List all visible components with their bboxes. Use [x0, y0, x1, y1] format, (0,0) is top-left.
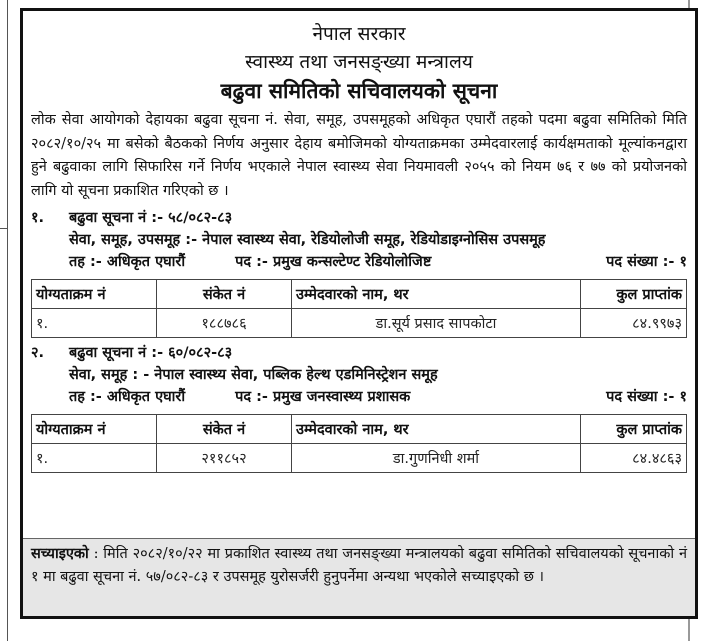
table-row	[32, 309, 687, 338]
level: तह :- अधिकृत एघारौं	[69, 254, 186, 270]
correction-text: : मिति २०८२/१०/२२ मा प्रकाशित स्वास्थ्य तथा जनसङ्ख्या मन्त्रालयको बढुवा समितिको सचिवालयको सूचनाको नं १ मा बढुवा सूचना नं. ५७/०८२-८३ र उपसमूह युरोसर्जरी हुनुपर्नेमा अन्यथा भएकोले सच्याइएको छ ।	[31, 546, 687, 585]
govt-title: नेपाल सरकार	[312, 23, 406, 45]
notice-title: बढुवा समितिको सचिवालयको सूचना	[220, 79, 498, 103]
col-code: संकेत नं	[157, 280, 292, 309]
col-name: उम्मेदवारको नाम, थर	[292, 415, 581, 444]
code-cell: १८८७८६	[157, 309, 292, 338]
col-name: उम्मेदवारको नाम, थर	[292, 280, 581, 309]
page-edge-tick	[0, 228, 8, 229]
notice-header	[23, 21, 695, 105]
notice-number: बढुवा सूचना नं :- ५८/०८२-८३	[69, 210, 233, 226]
post: पद :- प्रमुख जनस्वास्थ्य प्रशासक	[235, 389, 411, 405]
intro-paragraph: लोक सेवा आयोगको देहायका बढुवा सूचना नं. सेवा, समूह, उपसमूहको अधिकृत एघारौं तहको पदमा बढुवा समितिको मिति २०८२/१०/२५ मा बसेको बैठकको निर्णय अनुसार देहाय बमोजिमको योग्यताक्रमका उम्मेदवारलाई कार्यक्षमताको मूल्यांकनद्वारा हुने बढुवाका लागि सिफारिस गर्ने निर्णय भएकाले नेपाल स्वास्थ्य सेवा नियमावली २०५५ को नियम ७६ र ७७ को प्रयोजनको लागि यो सूचना प्रकाशित गरिएको छ ।	[31, 112, 687, 199]
table-header-row	[32, 280, 687, 309]
ministry-title: स्वास्थ्य तथा जनसङ्ख्या मन्त्रालय	[245, 51, 473, 73]
score-cell: ८४.९९७३	[581, 309, 687, 338]
table-row	[32, 444, 687, 473]
result-table-1	[31, 279, 687, 338]
post-count: पद संख्या :- १	[606, 389, 687, 405]
col-score: कुल प्राप्तांक	[581, 415, 687, 444]
correction-label: सच्याइएको	[31, 546, 89, 562]
correction-note	[23, 538, 695, 616]
col-rank: योग्यताक्रम नं	[32, 280, 157, 309]
post: पद :- प्रमुख कन्सल्टेण्ट रेडियोलोजिष्ट	[235, 254, 432, 270]
section-number: २.	[31, 345, 45, 361]
table-header-row	[32, 415, 687, 444]
level: तह :- अधिकृत एघारौं	[69, 389, 186, 405]
service-group: सेवा, समूह : - नेपाल स्वास्थ्य सेवा, पब्लिक हेल्थ एडमिनिस्ट्रेशन समूह	[69, 367, 438, 383]
rank-cell: १.	[32, 309, 157, 338]
code-cell: २११८५२	[157, 444, 292, 473]
service-group: सेवा, समूह, उपसमूह :- नेपाल स्वास्थ्य सेवा, रेडियोलोजी समूह, रेडियोडाइग्नोसिस उपसमूह	[69, 232, 546, 248]
score-cell: ८४.४८६३	[581, 444, 687, 473]
col-rank: योग्यताक्रम नं	[32, 415, 157, 444]
section-number: १.	[31, 210, 45, 226]
notice-frame	[20, 8, 698, 619]
notice-number: बढुवा सूचना नं :- ६०/०८२-८३	[69, 345, 233, 361]
col-score: कुल प्राप्तांक	[581, 280, 687, 309]
promotion-section-1	[23, 203, 695, 273]
name-cell: डा.गुणनिधी शर्मा	[292, 444, 581, 473]
rank-cell: १.	[32, 444, 157, 473]
name-cell: डा.सूर्य प्रसाद सापकोटा	[292, 309, 581, 338]
promotion-section-2	[23, 338, 695, 408]
post-count: पद संख्या :- १	[606, 254, 687, 270]
result-table-2	[31, 414, 687, 473]
page-edge-line	[7, 0, 8, 641]
col-code: संकेत नं	[157, 415, 292, 444]
